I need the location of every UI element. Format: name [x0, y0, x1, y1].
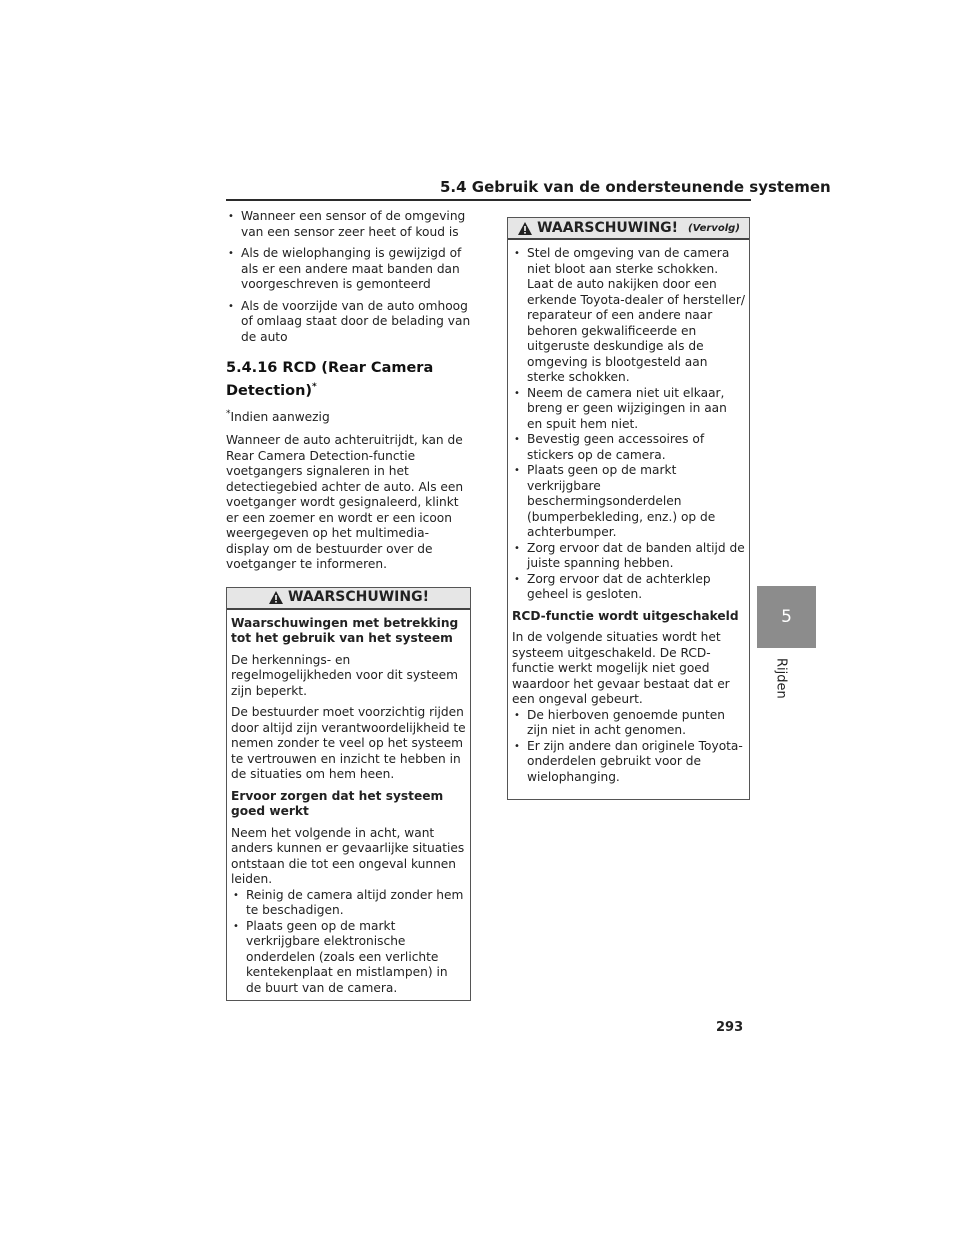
- warning-header: [227, 588, 470, 610]
- section-heading: [226, 359, 471, 401]
- warning-list: [512, 708, 745, 786]
- note-text: Indien aanwezig: [230, 409, 330, 424]
- warning-subheading: Waarschuwingen met betrekking tot het gebruik van het systeem: [231, 615, 459, 646]
- list-item: • Zorg ervoor dat de achterklep geheel is gesloten.: [512, 572, 745, 603]
- list-item: • De hierboven genoemde punten zijn niet in acht genomen.: [512, 708, 745, 739]
- warning-body: [508, 240, 749, 799]
- list-item: • Neem de camera niet uit elkaar, breng er geen wijzigingen in aan en spuit hem niet.: [512, 386, 745, 433]
- chapter-label: Rijden: [773, 657, 789, 699]
- list-item: • Plaats geen op de markt verkrijgbare elektronische onderdelen (zoals een verlichte kentekenplaat en mistlampen) in de buurt van de camera.: [231, 919, 466, 997]
- header-divider: [226, 199, 751, 201]
- list-item: • Wanneer een sensor of de omgeving van een sensor zeer heet of koud is: [226, 209, 471, 240]
- list-item: • Als de voorzijde van de auto omhoog of omlaag staat door de belading van de auto: [226, 299, 471, 346]
- section-heading-asterisk: *: [312, 382, 317, 392]
- warning-paragraph: De herkennings- en regelmogelijkheden voor dit systeem zijn beperkt.: [231, 652, 459, 698]
- warning-paragraph: De bestuurder moet voorzichtig rijden door altijd zijn verantwoordelijkheid te nemen zonder te veel op het systeem te vertrouwen en inzicht te hebben in de situaties om hem heen.: [231, 705, 466, 782]
- condition-list: [226, 209, 471, 345]
- warning-triangle-icon: [268, 590, 284, 605]
- left-column: [226, 209, 471, 1001]
- chapter-tab[interactable]: [757, 586, 816, 648]
- list-item: • Er zijn andere dan originele Toyota-onderdelen gebruikt voor de wielophanging.: [512, 739, 745, 786]
- list-item: • Reinig de camera altijd zonder hem te beschadigen.: [231, 888, 466, 919]
- intro-paragraph: Wanneer de auto achteruitrijdt, kan de Rear Camera Detection-functie voetgangers signaleren in het detectiegebied achter de auto. Als een voetganger wordt gesignaleerd, klinkt er een zoemer en wordt er een icoon weergegeven op het multimedia-display om de bestuurder over de voetganger te informeren.: [226, 433, 464, 572]
- page-number: 293: [716, 1020, 744, 1035]
- warning-box-continued: [507, 217, 750, 800]
- chapter-number: 5: [781, 607, 792, 627]
- warning-title: WAARSCHUWING!: [288, 589, 429, 606]
- list-item: • Zorg ervoor dat de banden altijd de juiste spanning hebben.: [512, 541, 745, 572]
- warning-subheading: RCD-functie wordt uitgeschakeld: [512, 608, 739, 623]
- note-asterisk: *: [226, 408, 231, 419]
- warning-box: [226, 587, 471, 1002]
- warning-subheading: Ervoor zorgen dat het systeem goed werkt: [231, 788, 444, 819]
- warning-triangle-icon: [517, 221, 533, 236]
- warning-paragraph: In de volgende situaties wordt het systeem uitgeschakeld. De RCD-functie werkt mogelijk niet goed waardoor het gevaar bestaat dat er een ongeval gebeurt.: [512, 630, 730, 706]
- list-item: • Stel de omgeving van de camera niet bloot aan sterke schokken. Laat de auto nakijken door een erkende Toyota-dealer of hersteller/ reparateur of een andere naar behoren gekwalificeerde en uitgeruste deskundige als de omgeving is blootgesteld aan sterke schokken.: [512, 246, 745, 386]
- section-header-title: 5.4 Gebruik van de ondersteunende systemen: [440, 178, 831, 196]
- list-item: • Plaats geen op de markt verkrijgbare beschermingsonderdelen (bumperbekleding, enz.) op de achterbumper.: [512, 463, 745, 541]
- warning-list: [231, 888, 466, 997]
- section-heading-text: 5.4.16 RCD (Rear Camera Detection): [226, 360, 434, 399]
- warning-header: [508, 218, 749, 240]
- list-item: • Als de wielophanging is gewijzigd of als er een andere maat banden dan voorgeschreven is gemonteerd: [226, 246, 471, 293]
- warning-continued-label: (Vervolg): [688, 222, 740, 234]
- availability-note: [226, 407, 471, 426]
- warning-body: [227, 610, 470, 1001]
- list-item: • Bevestig geen accessoires of stickers op de camera.: [512, 432, 745, 463]
- warning-title: WAARSCHUWING!: [537, 220, 679, 236]
- warning-paragraph: Neem het volgende in acht, want anders kunnen er gevaarlijke situaties ontstaan die tot een ongeval kunnen leiden.: [231, 825, 465, 887]
- right-column: [507, 217, 750, 800]
- warning-list: [512, 246, 745, 603]
